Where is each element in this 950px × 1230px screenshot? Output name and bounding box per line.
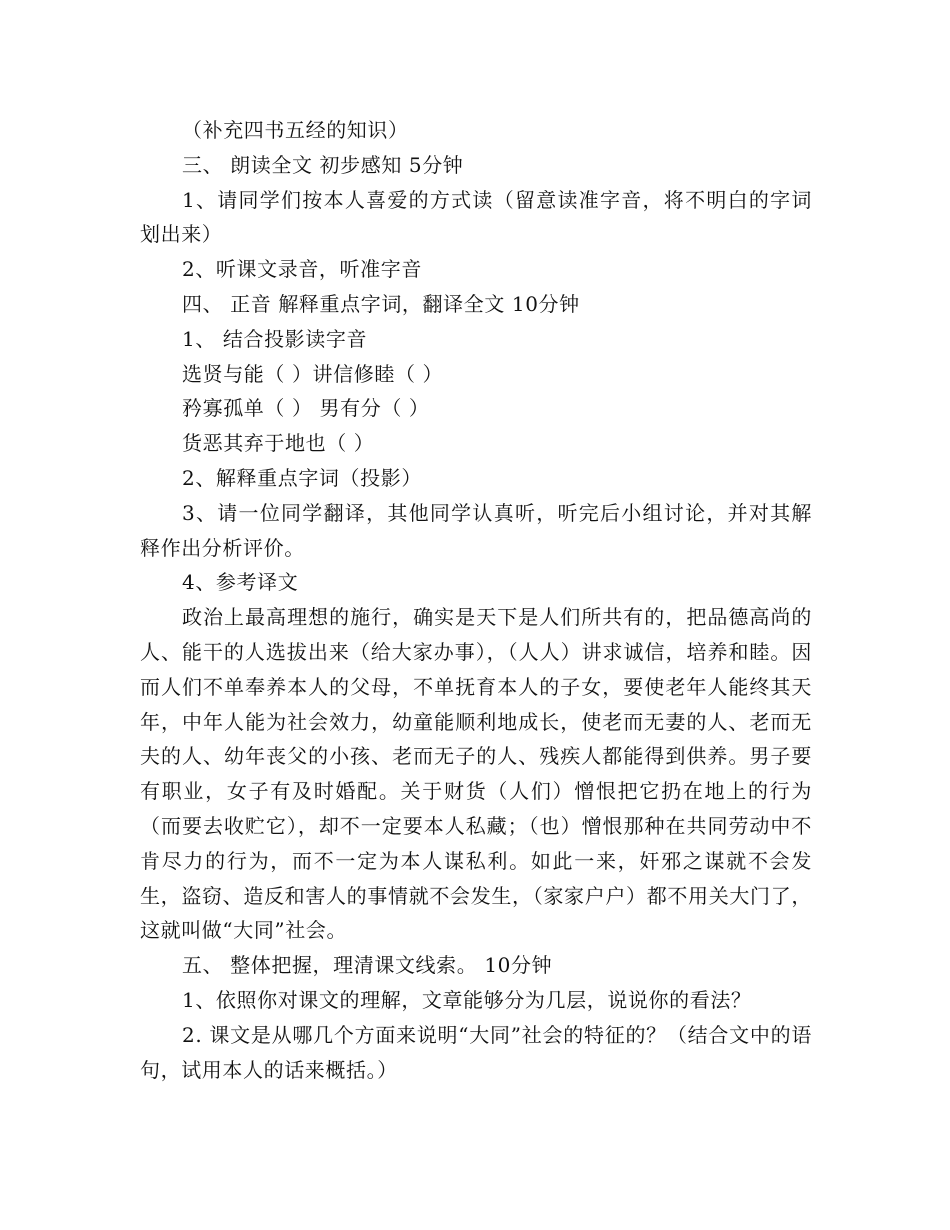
step-listen-recording: 2、听课文录音，听准字音 [182,257,422,282]
pronunciation-line-3: 货恶其弃于地也（ ） [182,431,375,456]
supplement-note: （补充四书五经的知识） [182,118,409,142]
section-four-heading: 四、 正音 解释重点字词，翻译全文 10分钟 [182,291,580,316]
question-structure: 1、依照你对课文的理解，文章能够分为几层，说说你的看法？ [182,987,752,1012]
step-pronunciation: 1、 结合投影读字音 [182,326,368,351]
question-features: 2. 课文是从哪几个方面来说明“大同”社会的特征的？（结合文中的语句，试用本人的话来概括。） [140,1022,812,1082]
step-read-aloud: 1、请同学们按本人喜爱的方式读（留意读准字音，将不明白的字词划出来） [140,187,812,247]
reference-translation-heading: 4、参考译文 [182,570,299,595]
reference-translation-text: 政治上最高理想的施行，确实是天下是人们所共有的，把品德高尚的人、能干的人选拔出来（给大家办事），（人人）讲求诚信，培养和睦。因而人们不单奉养本人的父母，不单抚育本人的子女，要使老年人能终其天年，中年人能为社会效力，幼童能顺利地成长，使老而无妻的人、老而无夫的人、幼年丧父的小孩、老而无子的人、残疾人都能得到供养。男子要有职业，女子有及时婚配。关于财货（人们）憎恨把它扔在地上的行为（而要去收贮它），却不一定要本人私藏；（也）憎恨那种在共同劳动中不肯尽力的行为，而不一定为本人谋私利。如此一来，奸邪之谋就不会发生，盗窃、造反和害人的事情就不会发生，（家家户户）都不用关大门了，这就叫做“大同”社会。 [140,605,812,943]
step-key-words: 2、解释重点字词（投影） [182,465,422,490]
step-translation-discussion: 3、请一位同学翻译，其他同学认真听，听完后小组讨论，并对其解释作出分析评价。 [140,500,812,560]
document-body [140,113,812,1087]
section-three-heading: 三、 朗读全文 初步感知 5分钟 [182,152,464,177]
pronunciation-line-2: 矜寡孤单（ ） 男有分（ ） [182,396,430,421]
section-five-heading: 五、 整体把握，理清课文线索。 10分钟 [182,953,553,978]
pronunciation-line-1: 选贤与能（ ）讲信修睦（ ） [182,361,444,386]
